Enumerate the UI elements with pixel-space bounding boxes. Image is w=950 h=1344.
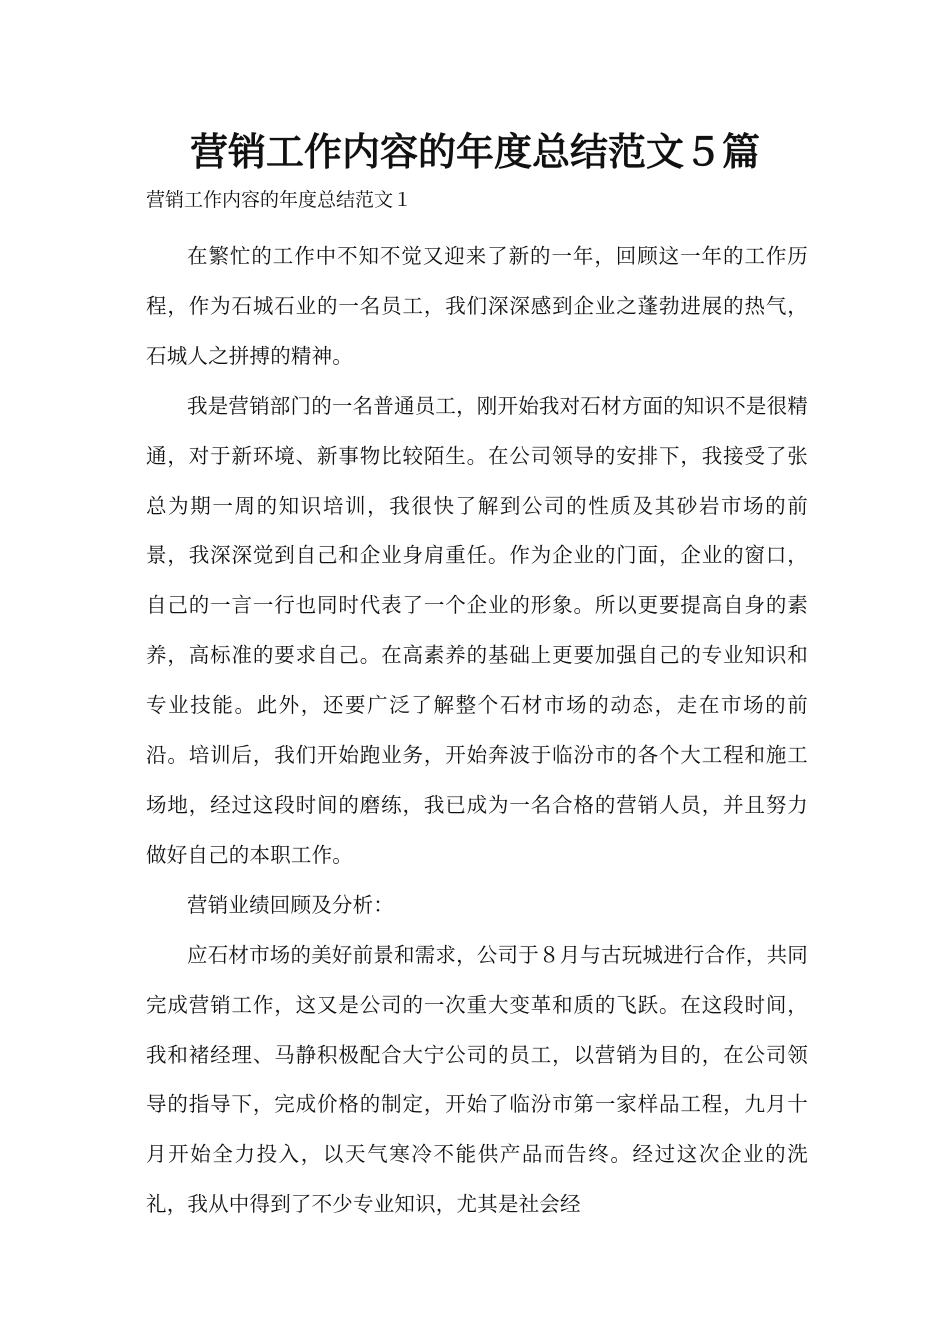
paragraph: 应石材市场的美好前景和需求，公司于８月与古玩城进行合作，共同完成营销工作，这又是公司的一次重大变革和质的飞跃。在这段时间，我和褚经理、马静积极配合大宁公司的员工，以营销为目的，在公司领导的指导下，完成价格的制定，开始了临汾市第一家样品工程，九月十月开始全力投入，以天气寒冷不能供产品而告终。经过这次企业的洗礼，我从中得到了不少专业知识，尤其是社会经 <box>146 942 808 1217</box>
paragraph: 在繁忙的工作中不知不觉又迎来了新的一年，回顾这一年的工作历程，作为石城石业的一名员工，我们深深感到企业之蓬勃进展的热气，石城人之拼搏的精神。 <box>146 244 808 368</box>
section-heading: 营销工作内容的年度总结范文１ <box>146 189 413 211</box>
paragraph: 我是营销部门的一名普通员工，刚开始我对石材方面的知识不是很精通，对于新环境、新事物比较陌生。在公司领导的安排下，我接受了张总为期一周的知识培训，我很快了解到公司的性质及其砂岩市场的前景，我深深觉到自己和企业身肩重任。作为企业的门面，企业的窗口，自己的一言一行也同时代表了一个企业的形象。所以更要提高自身的素养，高标准的要求自己。在高素养的基础上更要加强自己的专业知识和专业技能。此外，还要广泛了解整个石材市场的动态，走在市场的前沿。培训后，我们开始跑业务，开始奔波于临汾市的各个大工程和施工场地，经过这段时间的磨练，我已成为一名合格的营销人员，并且努力做好自己的本职工作。 <box>146 393 808 867</box>
document-title: 营销工作内容的年度总结范文５篇 <box>189 130 760 174</box>
paragraph: 营销业绩回顾及分析： <box>187 892 394 917</box>
document-body <box>146 232 808 1230</box>
